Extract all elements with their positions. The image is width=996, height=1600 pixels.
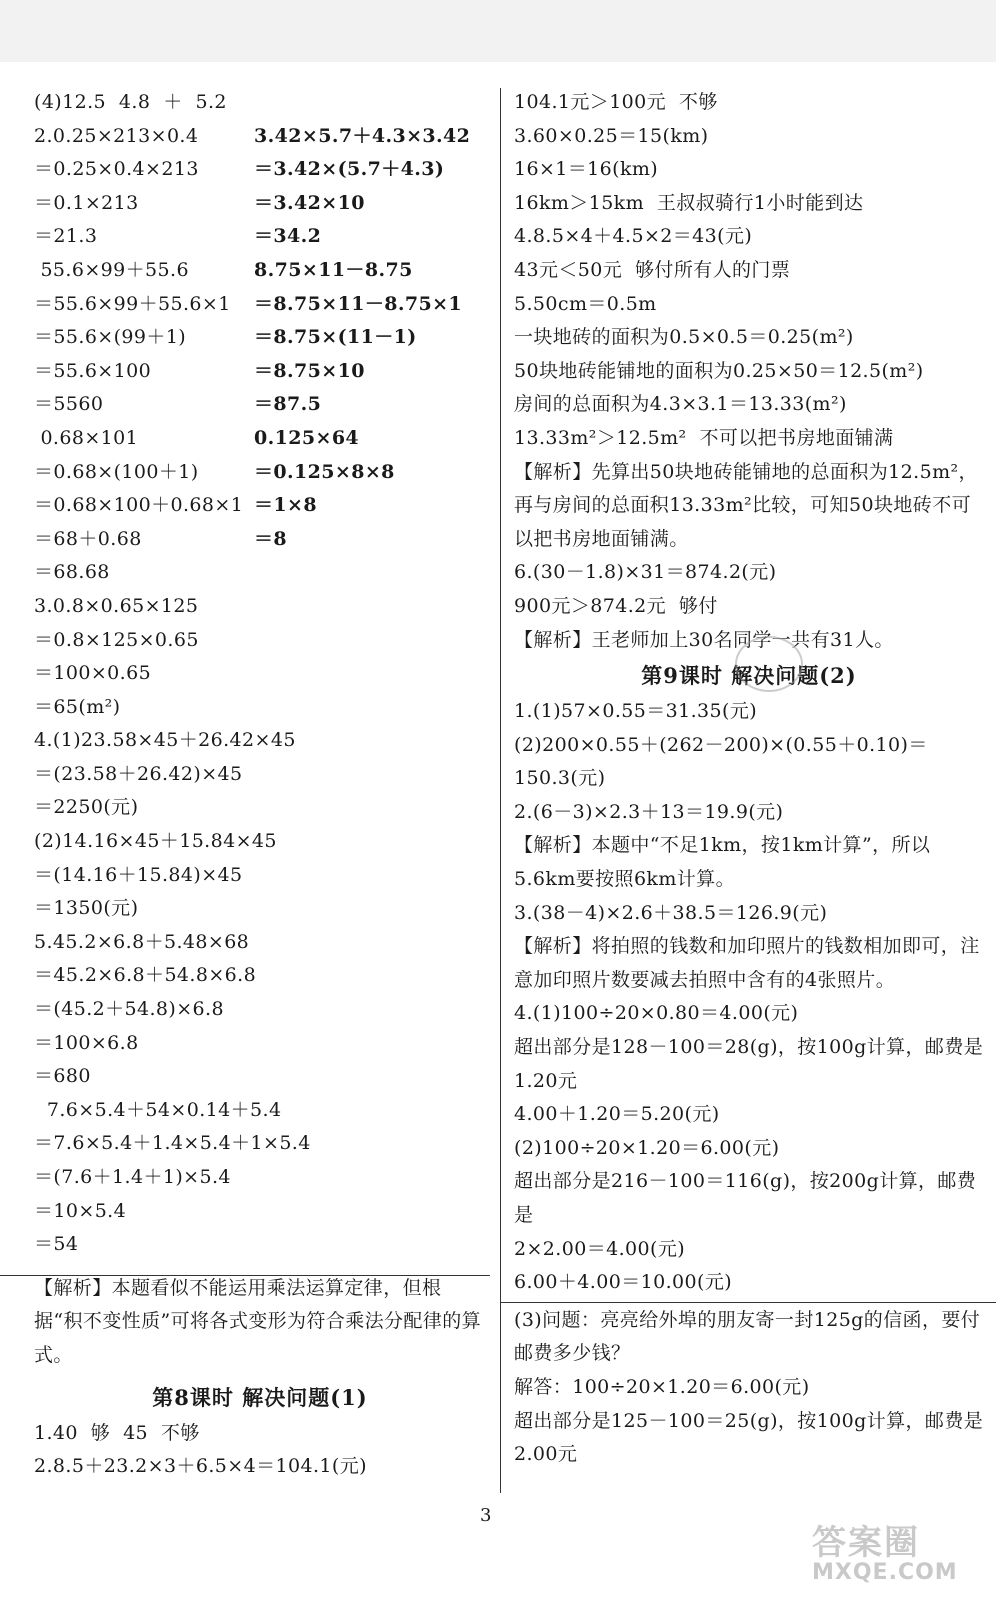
answer-line: 43元＜50元 够付所有人的门票 xyxy=(514,258,791,281)
lesson-8-heading: 第8课时 解决问题(1) xyxy=(152,1384,368,1410)
right-calc: ＝87.5 xyxy=(254,393,322,416)
answer-line: 4.8.5×4＋4.5×2＝43(元) xyxy=(514,225,753,248)
analysis-note: 【解析】本题中“不足1km，按1km计算”，所以5.6km要按照6km计算。 xyxy=(514,834,931,891)
page-number: 3 xyxy=(480,1505,492,1526)
answer-line: 16km＞15km 王叔叔骑行1小时能到达 xyxy=(514,191,864,214)
answer-line: (2)100÷20×1.20＝6.00(元) xyxy=(514,1136,780,1159)
left-section-divider xyxy=(0,1275,490,1276)
answer-line: 2.8.5＋23.2×3＋6.5×4＝104.1(元) xyxy=(34,1455,367,1478)
site-watermark xyxy=(812,1515,982,1593)
answer-row xyxy=(34,388,486,422)
column-divider xyxy=(500,88,501,1493)
answer-row xyxy=(34,321,486,355)
answer-line: (2)200×0.55＋(262－200)×(0.55＋0.10)＝150.3(元) xyxy=(514,733,928,790)
answer-line: ＝(45.2＋54.8)×6.8 xyxy=(34,998,224,1021)
left-calc: ＝55.6×100 xyxy=(34,359,152,382)
analysis-note: 【解析】本题看似不能运用乘法运算定律，但根据“积不变性质”可将各式变形为符合乘法分配律的算式。 xyxy=(34,1276,482,1366)
right-calc: ＝8 xyxy=(254,527,288,550)
left-calc: 55.6×99＋55.6 xyxy=(34,258,189,281)
answer-line: 900元＞874.2元 够付 xyxy=(514,594,718,617)
answer-line: 13.33m²＞12.5m² 不可以把书房地面铺满 xyxy=(514,426,894,449)
right-calc: ＝8.75×11－8.75×1 xyxy=(254,292,463,315)
answer-line: 2×2.00＝4.00(元) xyxy=(514,1237,686,1260)
left-calc: ＝0.68×100＋0.68×1 xyxy=(34,494,244,517)
left-calc: ＝55.6×(99＋1) xyxy=(34,326,187,349)
answer-line: 3.60×0.25＝15(km) xyxy=(514,124,709,147)
top-margin-band xyxy=(0,0,996,62)
right-column xyxy=(514,86,984,1472)
right-calc: ＝3.42×(5.7＋4.3) xyxy=(254,158,445,181)
answer-line: ＝100×6.8 xyxy=(34,1031,139,1054)
lesson-9-heading: 第9课时 解决问题(2) xyxy=(641,663,857,689)
left-calc: ＝68.68 xyxy=(34,561,110,584)
answer-row xyxy=(34,422,486,456)
right-calc: ＝3.42×10 xyxy=(254,191,365,214)
answer-line: (2)14.16×45＋15.84×45 xyxy=(34,830,277,853)
answer-line: ＝1350(元) xyxy=(34,897,139,920)
right-calc: 0.125×64 xyxy=(254,426,360,449)
answer-row xyxy=(34,254,486,288)
left-calc: ＝21.3 xyxy=(34,225,98,248)
answer-line: 房间的总面积为4.3×3.1＝13.33(m²) xyxy=(514,393,847,416)
answer-line: 104.1元＞100元 不够 xyxy=(514,91,718,113)
watermark-logo-text: 答案圈 xyxy=(812,1523,920,1563)
left-calc: ＝68＋0.68 xyxy=(34,527,142,550)
answer-line: 5.50cm＝0.5m xyxy=(514,292,657,315)
answer-line: (4)12.5 4.8 ＋ 5.2 xyxy=(34,91,227,113)
answer-row xyxy=(34,556,486,590)
answer-line: ＝100×0.65 xyxy=(34,662,152,685)
answer-line: 16×1＝16(km) xyxy=(514,158,659,181)
stamp-mark xyxy=(735,636,803,692)
answer-line: ＝2250(元) xyxy=(34,796,139,819)
left-calc: 2.0.25×213×0.4 xyxy=(34,124,199,147)
answer-row xyxy=(34,456,486,490)
right-calc xyxy=(254,556,486,590)
answer-line: 一块地砖的面积为0.5×0.5＝0.25(m²) xyxy=(514,326,854,349)
answer-line: 3.(38－4)×2.6＋38.5＝126.9(元) xyxy=(514,901,828,924)
answer-line: 【解析】王老师加上30名同学一共有31人。 xyxy=(514,628,894,651)
answer-line: ＝(14.16＋15.84)×45 xyxy=(34,863,243,886)
left-calc: ＝0.25×0.4×213 xyxy=(34,158,199,181)
watermark-url: MXQE.COM xyxy=(812,1560,958,1585)
answer-line: ＝65(m²) xyxy=(34,695,121,718)
answer-line: ＝10×5.4 xyxy=(34,1199,127,1222)
answer-line: ＝680 xyxy=(34,1065,91,1088)
answer-line: 3.0.8×0.65×125 xyxy=(34,594,199,617)
answer-line: 解答：100÷20×1.20＝6.00(元) xyxy=(514,1375,810,1398)
answer-line: ＝(7.6＋1.4＋1)×5.4 xyxy=(34,1166,231,1188)
right-calc: ＝1×8 xyxy=(254,494,317,517)
answer-line: 4.00＋1.20＝5.20(元) xyxy=(514,1103,720,1126)
answer-line: 4.(1)23.58×45＋26.42×45 xyxy=(34,729,296,752)
answer-row xyxy=(34,120,486,154)
analysis-note: 【解析】先算出50块地砖能铺地的总面积为12.5m²，再与房间的总面积13.33m²比较，可知50块地砖不可以把书房地面铺满。 xyxy=(514,460,978,550)
answer-row xyxy=(34,187,486,221)
answer-line: ＝0.8×125×0.65 xyxy=(34,628,199,651)
analysis-note: 【解析】将拍照的钱数和加印照片的钱数相加即可，注意加印照片数要减去拍照中含有的4张照片。 xyxy=(514,935,980,991)
answer-line: 7.6×5.4＋54×0.14＋5.4 xyxy=(34,1098,282,1121)
answer-line: ＝54 xyxy=(34,1233,79,1256)
answer-line: ＝7.6×5.4＋1.4×5.4＋1×5.4 xyxy=(34,1132,311,1155)
left-calc: 0.68×101 xyxy=(34,426,139,449)
answer-line: 超出部分是128－100＝28(g)，按100g计算，邮费是1.20元 xyxy=(514,1036,984,1092)
right-calc: 8.75×11－8.75 xyxy=(254,258,413,281)
right-calc: ＝8.75×10 xyxy=(254,359,365,382)
answer-row xyxy=(34,489,486,523)
answer-row xyxy=(34,355,486,389)
left-calc: ＝0.68×(100＋1) xyxy=(34,460,199,483)
answer-line: 2.(6－3)×2.3＋13＝19.9(元) xyxy=(514,800,784,823)
answer-line: 5.45.2×6.8＋5.48×68 xyxy=(34,930,250,953)
right-calc: ＝0.125×8×8 xyxy=(254,460,395,483)
question-line: (3)问题：亮亮给外埠的朋友寄一封125g的信函，要付邮费多少钱？ xyxy=(514,1308,981,1365)
answer-row xyxy=(34,288,486,322)
answer-line: 超出部分是216－100＝116(g)，按200g计算，邮费是 xyxy=(514,1170,977,1226)
answer-line: 6.00＋4.00＝10.00(元) xyxy=(514,1271,733,1294)
right-calc: ＝34.2 xyxy=(254,225,322,248)
answer-row xyxy=(34,153,486,187)
answer-line: 超出部分是125－100＝25(g)，按100g计算，邮费是2.00元 xyxy=(514,1409,984,1466)
answer-row xyxy=(34,523,486,557)
answer-line: 6.(30－1.8)×31＝874.2(元) xyxy=(514,561,777,584)
answer-line: ＝(23.58＋26.42)×45 xyxy=(34,762,243,785)
answer-line: ＝45.2×6.8＋54.8×6.8 xyxy=(34,964,257,987)
right-calc: ＝8.75×(11－1) xyxy=(254,326,417,349)
left-calc: ＝0.1×213 xyxy=(34,191,139,214)
right-calc: 3.42×5.7＋4.3×3.42 xyxy=(254,124,471,147)
left-calc: ＝55.6×99＋55.6×1 xyxy=(34,292,231,315)
answer-row xyxy=(34,220,486,254)
left-calc: ＝5560 xyxy=(34,393,104,416)
answer-line: 4.(1)100÷20×0.80＝4.00(元) xyxy=(514,1002,799,1025)
answer-line: 50块地砖能铺地的面积为0.25×50＝12.5(m²) xyxy=(514,359,924,382)
answer-line: 1.(1)57×0.55＝31.35(元) xyxy=(514,700,758,723)
answer-line: 1.40 够 45 不够 xyxy=(34,1421,200,1444)
